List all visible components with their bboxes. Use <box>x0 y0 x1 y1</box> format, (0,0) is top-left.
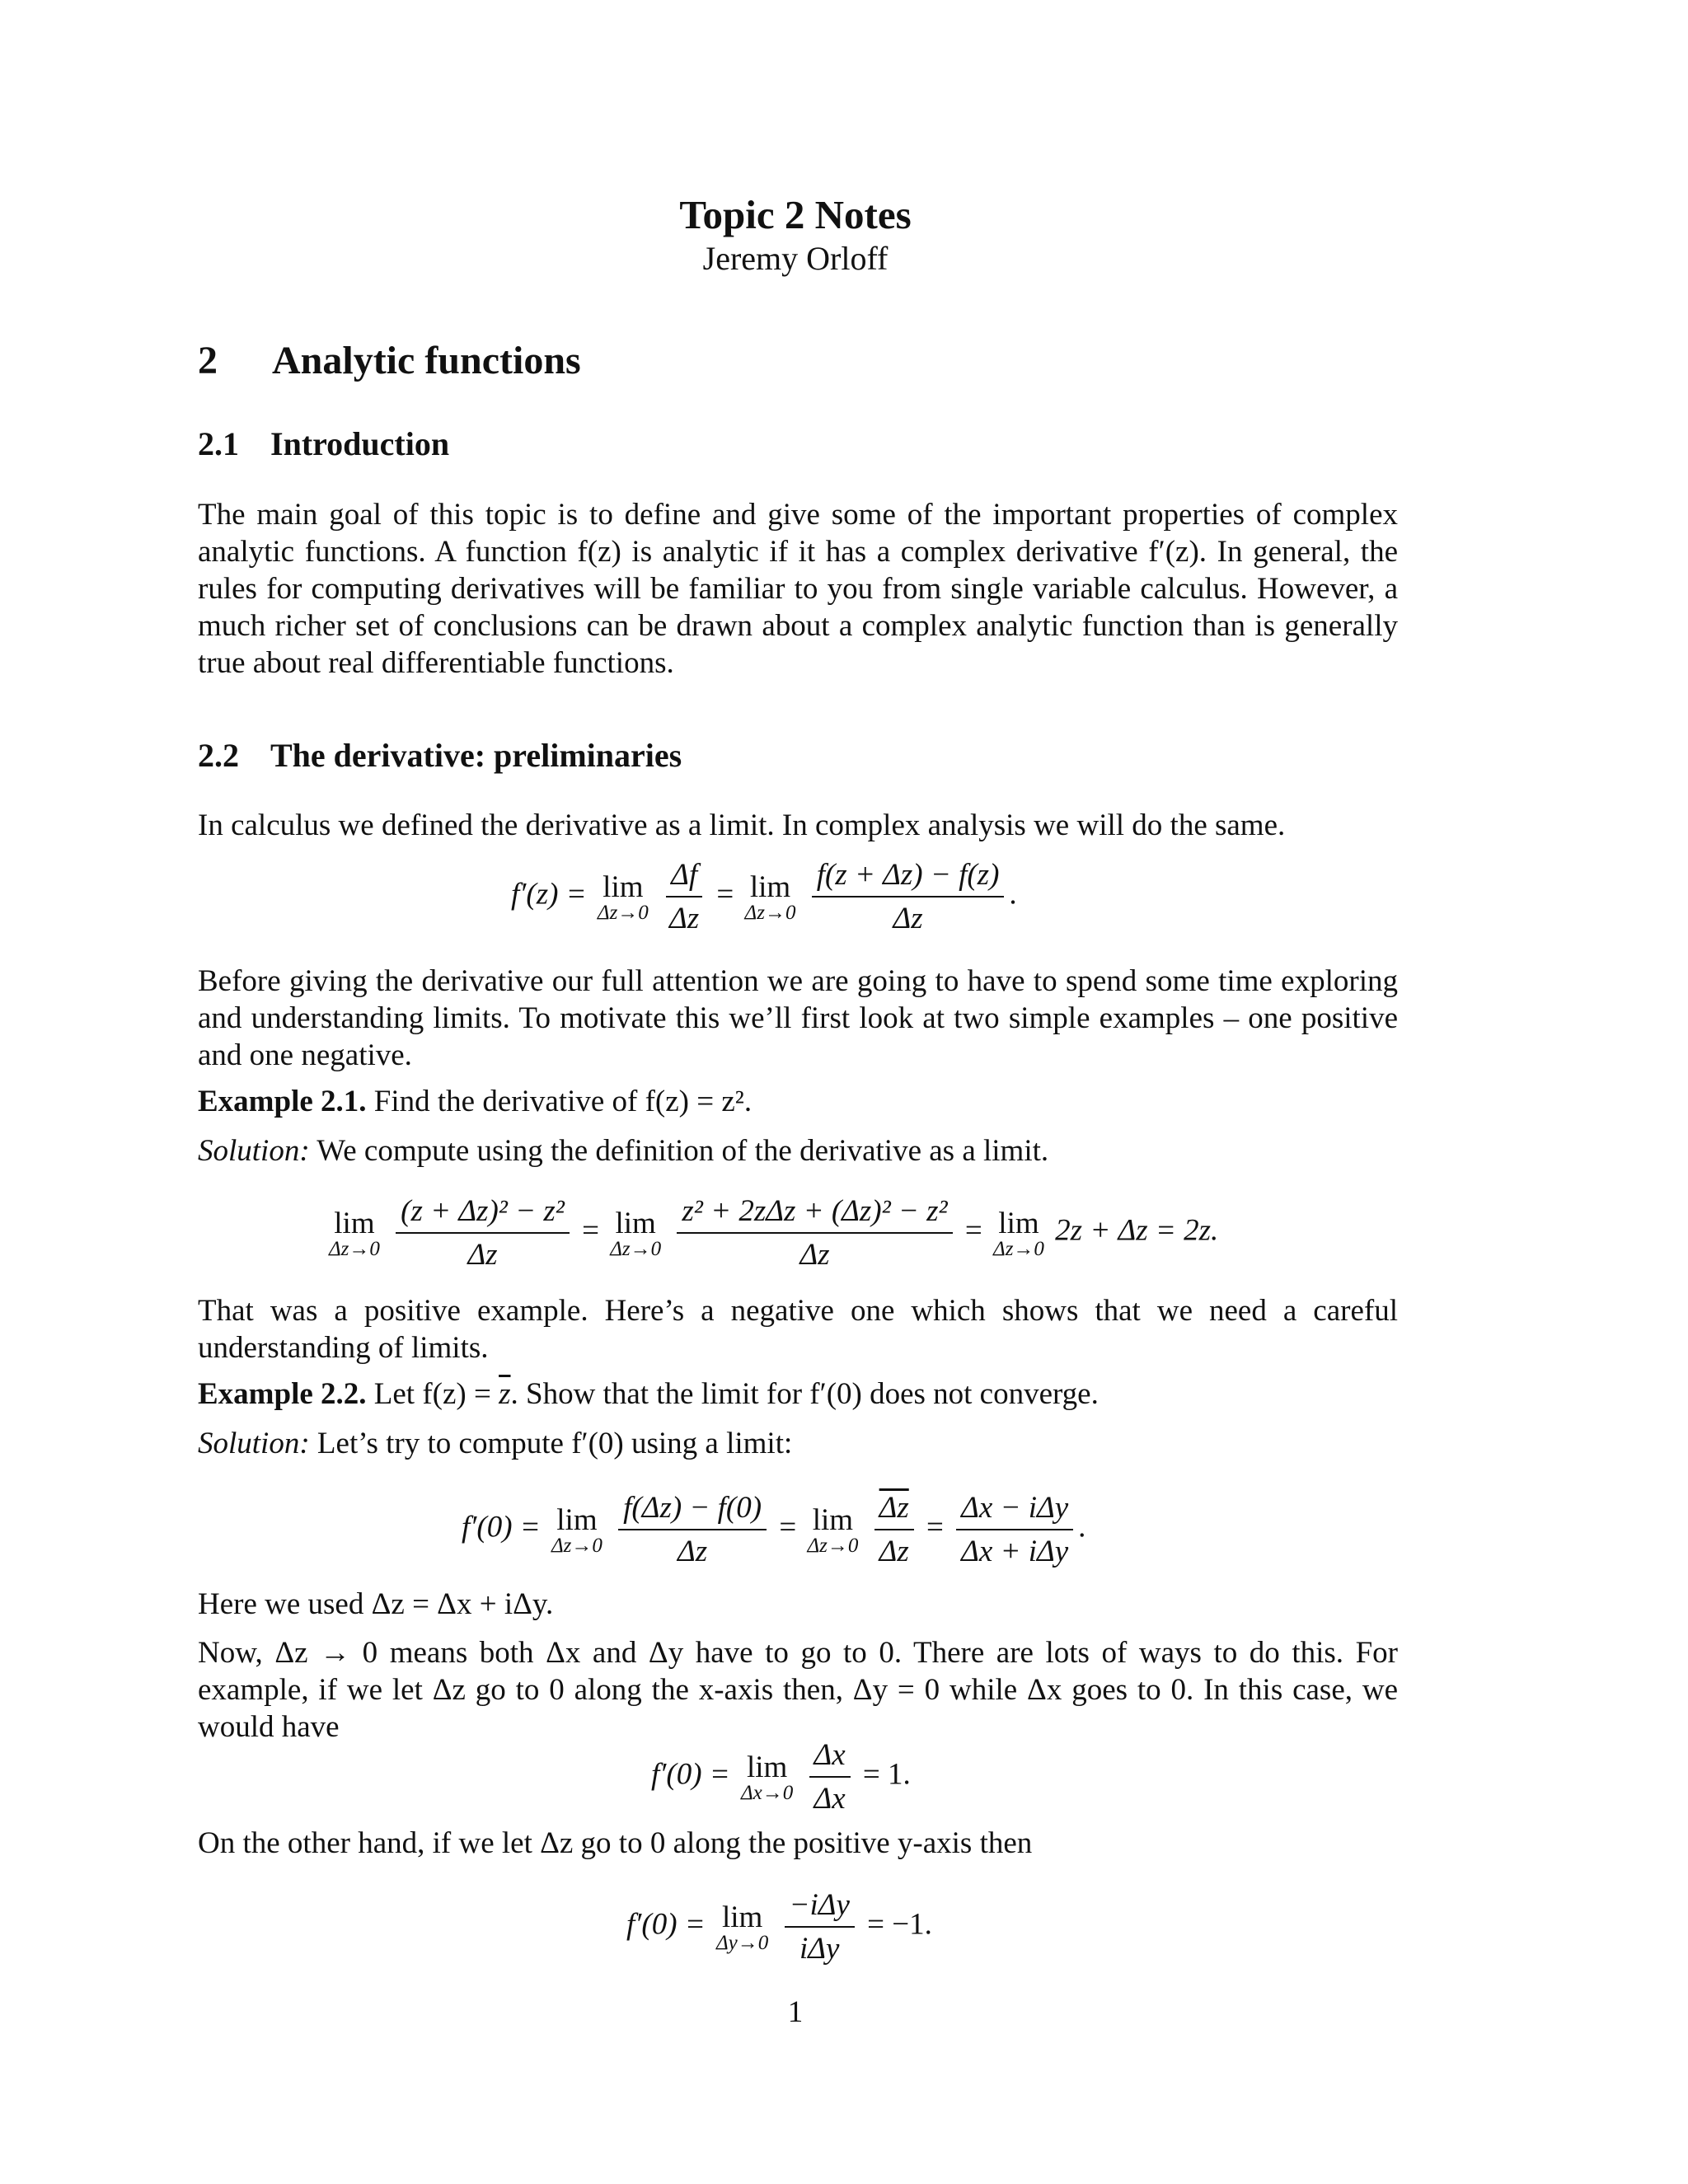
period: . <box>1009 877 1017 912</box>
equation-y-axis-limit <box>626 1887 932 1966</box>
eq-lhs: f′(0) = <box>626 1907 706 1942</box>
subsection-title: The derivative: preliminaries <box>270 737 682 774</box>
subsection-title: Introduction <box>270 425 450 462</box>
fraction-numerator-conjugate: $\overline{\Delta z}$ <box>874 1490 914 1530</box>
solution-2-1 <box>198 1133 1048 1169</box>
fraction-numerator: Δf <box>666 857 702 898</box>
prelim-paragraph-2: Before giving the derivative our full attention we are going to have to spend some time exploring and understanding limits. To motivate this we’ll first look at two simple examples – one positive and one negative. <box>198 964 1398 1072</box>
z-conjugate: $\overline{z}$ <box>499 1377 511 1411</box>
lim-word: lim <box>556 1502 598 1537</box>
eq-tail: 2z + Δz = 2z. <box>1055 1213 1219 1248</box>
equals-sign: = <box>964 1213 982 1248</box>
equation-conjugate-limit <box>462 1490 1085 1569</box>
fraction-denominator: Δx <box>814 1782 846 1816</box>
lim-subscript: Δz→0 <box>329 1237 380 1260</box>
substitution-note: Here we used Δz = Δx + iΔy. <box>198 1587 554 1621</box>
equals-sign: = <box>779 1510 797 1544</box>
lim-word: lim <box>749 869 791 904</box>
section-number: 2 <box>198 339 218 382</box>
lim-word: lim <box>721 1900 763 1934</box>
lim-subscript: Δx→0 <box>740 1781 794 1804</box>
section-heading <box>198 338 581 383</box>
example-text: Find the derivative of f(z) = z². <box>373 1085 753 1118</box>
eq-lhs: f′(z) = <box>511 877 587 912</box>
fraction-denominator: Δz <box>678 1535 708 1568</box>
fraction-numerator: z² + 2zΔz + (Δz)² − z² <box>677 1193 952 1234</box>
fraction-denominator: Δx + iΔy <box>961 1535 1069 1568</box>
fraction-numerator: Δx <box>809 1737 851 1778</box>
lim-word: lim <box>746 1750 788 1784</box>
example-2-2 <box>198 1376 1099 1412</box>
lim-word: lim <box>603 869 644 904</box>
period: . <box>1078 1510 1086 1544</box>
fraction-numerator: f(Δz) − f(0) <box>618 1490 767 1530</box>
eq-lhs: f′(0) = <box>651 1757 730 1792</box>
eq-rhs: = 1. <box>862 1757 911 1792</box>
lim-word: lim <box>334 1206 375 1240</box>
example-text-b: . Show that the limit for f′(0) does not converge. <box>510 1377 1099 1411</box>
subsection-number: 2.2 <box>198 737 239 774</box>
lim-subscript: Δz→0 <box>744 901 796 924</box>
equals-sign: = <box>926 1510 944 1544</box>
eq-rhs: = −1. <box>867 1907 932 1942</box>
page-number: 1 <box>787 1995 804 2029</box>
section-title: Analytic functions <box>272 339 581 382</box>
subsection-heading-intro <box>198 424 449 463</box>
equation-x-axis-limit <box>651 1737 911 1816</box>
fraction-denominator: Δz <box>879 1535 909 1568</box>
lim-word: lim <box>812 1502 854 1537</box>
lim-subscript: Δz→0 <box>610 1237 662 1260</box>
example-text-a: Let f(z) = <box>373 1377 499 1411</box>
equals-sign: = <box>582 1213 599 1248</box>
subsection-number: 2.1 <box>198 425 239 462</box>
prelim-lead: In calculus we defined the derivative as a limit. In complex analysis we will do the same. <box>198 808 1286 842</box>
example-label: Example 2.2. <box>198 1377 367 1411</box>
solution-2-2 <box>198 1426 792 1461</box>
equation-z-squared <box>326 1193 1218 1272</box>
fraction-numerator: f(z + Δz) − f(z) <box>812 857 1005 898</box>
fraction-numerator: (z + Δz)² − z² <box>396 1193 570 1234</box>
prelim-paragraph-5: On the other hand, if we let Δz go to 0 along the positive y-axis then <box>198 1826 1033 1860</box>
lim-subscript: Δz→0 <box>807 1534 859 1557</box>
fraction-denominator: iΔy <box>799 1932 840 1966</box>
fraction-denominator: Δz <box>467 1238 498 1272</box>
document-title: Topic 2 Notes <box>679 192 912 237</box>
solution-text: Let’s try to compute f′(0) using a limit: <box>316 1427 793 1460</box>
fraction-numerator: −iΔy <box>785 1887 855 1928</box>
subsection-heading-prelim <box>198 736 682 775</box>
lim-subscript: Δz→0 <box>993 1237 1044 1260</box>
prelim-paragraph-4: Now, Δz → 0 means both Δx and Δy have to go to 0. There are lots of ways to do this. For example, if we let Δz go to 0 along the x-axis then, Δy = 0 while Δx goes to 0. In this case, we would have <box>198 1636 1398 1744</box>
intro-paragraph: The main goal of this topic is to define and give some of the important properties of complex analytic functions. A function f(z) is analytic if it has a complex derivative f′(z). In general, the rules for computing derivatives will be familiar to you from single variable calculus. However, a much richer set of conclusions can be drawn about a complex analytic function than is generally true about real differentiable functions. <box>198 498 1398 680</box>
lim-word: lim <box>615 1206 656 1240</box>
fraction-denominator: Δz <box>799 1238 830 1272</box>
equation-derivative-definition <box>511 857 1017 936</box>
lim-subscript: Δz→0 <box>597 901 649 924</box>
prelim-paragraph-3: That was a positive example. Here’s a negative one which shows that we need a careful understanding of limits. <box>198 1294 1398 1365</box>
fraction-denominator: Δz <box>893 902 923 935</box>
lim-word: lim <box>998 1206 1039 1240</box>
lim-subscript: Δy→0 <box>715 1931 769 1954</box>
solution-text: We compute using the definition of the derivative as a limit. <box>316 1134 1049 1168</box>
lim-subscript: Δz→0 <box>551 1534 603 1557</box>
fraction-denominator: Δz <box>669 902 700 935</box>
document-author: Jeremy Orloff <box>702 240 889 277</box>
equals-sign: = <box>716 877 734 912</box>
solution-label: Solution: <box>198 1427 310 1460</box>
example-2-1 <box>198 1084 752 1119</box>
example-label: Example 2.1. <box>198 1085 367 1118</box>
eq-lhs: f′(0) = <box>462 1510 541 1544</box>
solution-label: Solution: <box>198 1134 310 1168</box>
fraction-numerator: Δx − iΔy <box>956 1490 1073 1530</box>
